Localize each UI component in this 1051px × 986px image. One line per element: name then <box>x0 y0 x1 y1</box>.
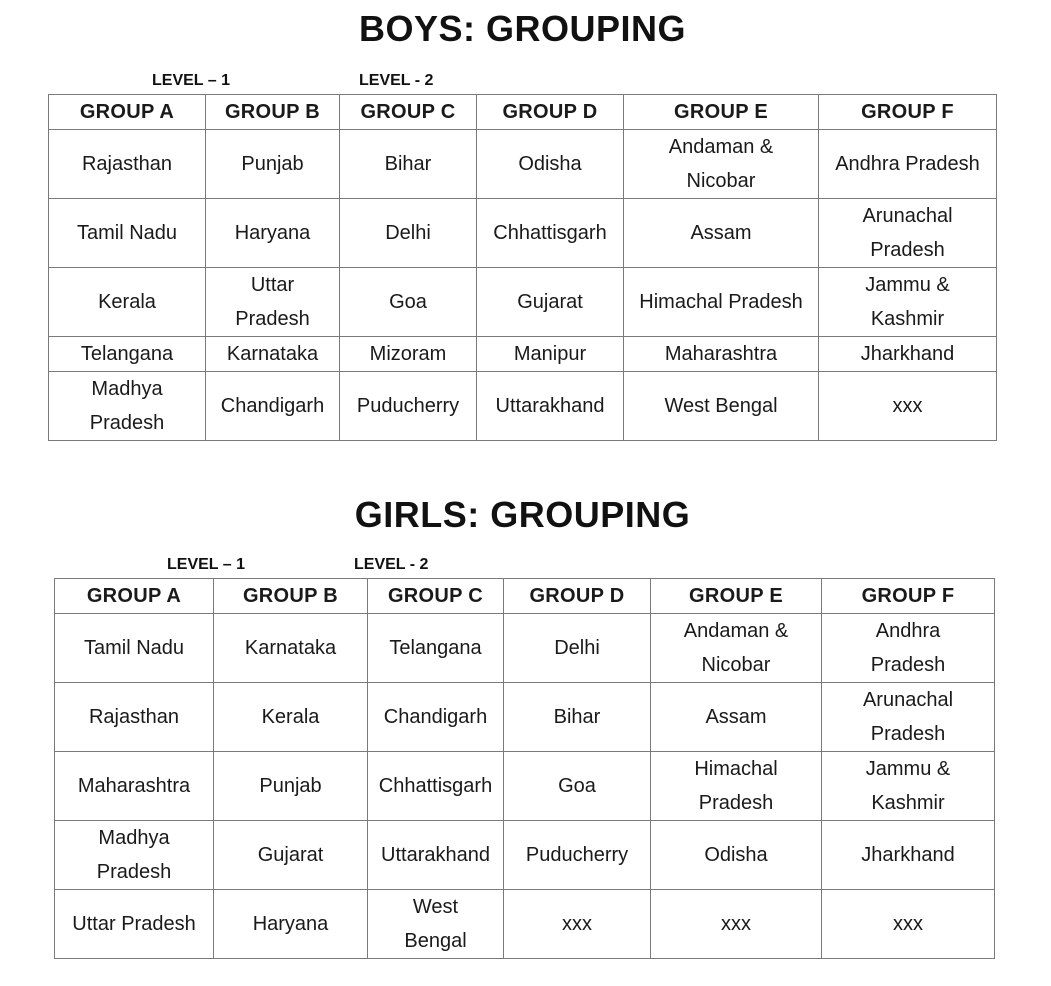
table-cell: Gujarat <box>214 821 368 890</box>
table-cell: Tamil Nadu <box>49 199 206 268</box>
table-cell: Uttar Pradesh <box>55 890 214 959</box>
table-cell: Delhi <box>340 199 477 268</box>
table-row <box>55 683 995 752</box>
boys-header-group-e: GROUP E <box>624 95 819 130</box>
boys-header-group-b: GROUP B <box>206 95 340 130</box>
table-cell: Kerala <box>49 268 206 337</box>
table-cell: Uttar Pradesh <box>206 268 340 337</box>
table-row <box>55 752 995 821</box>
table-row <box>49 337 997 372</box>
table-cell: Telangana <box>368 614 504 683</box>
table-cell: Goa <box>340 268 477 337</box>
table-cell: Odisha <box>477 130 624 199</box>
table-cell: Himachal Pradesh <box>624 268 819 337</box>
table-cell: Maharashtra <box>624 337 819 372</box>
boys-header-group-a: GROUP A <box>49 95 206 130</box>
table-cell: Haryana <box>214 890 368 959</box>
table-cell: Madhya Pradesh <box>49 372 206 441</box>
boys-header-group-f: GROUP F <box>819 95 997 130</box>
table-cell: Bihar <box>340 130 477 199</box>
table-cell: Delhi <box>504 614 651 683</box>
girls-level-1-label: LEVEL – 1 <box>167 556 245 573</box>
table-cell: Tamil Nadu <box>55 614 214 683</box>
table-cell: Maharashtra <box>55 752 214 821</box>
table-cell: Chandigarh <box>368 683 504 752</box>
table-cell: Telangana <box>49 337 206 372</box>
table-row <box>49 268 997 337</box>
table-cell: Arunachal Pradesh <box>822 683 995 752</box>
table-cell: xxx <box>819 372 997 441</box>
table-cell: Jharkhand <box>819 337 997 372</box>
boys-header-group-d: GROUP D <box>477 95 624 130</box>
table-row <box>55 890 995 959</box>
girls-grouping-title: GIRLS: GROUPING <box>354 494 691 535</box>
table-cell: Haryana <box>206 199 340 268</box>
boys-grouping-table <box>48 94 997 441</box>
table-cell: West Bengal <box>624 372 819 441</box>
table-cell: Puducherry <box>340 372 477 441</box>
girls-level-2-label: LEVEL - 2 <box>354 556 429 573</box>
boys-level-2-label: LEVEL - 2 <box>359 72 434 89</box>
table-cell: Arunachal Pradesh <box>819 199 997 268</box>
table-row <box>49 372 997 441</box>
table-cell: Assam <box>651 683 822 752</box>
table-cell: Goa <box>504 752 651 821</box>
table-cell: Puducherry <box>504 821 651 890</box>
table-cell: Punjab <box>206 130 340 199</box>
table-cell: xxx <box>651 890 822 959</box>
table-cell: Uttarakhand <box>477 372 624 441</box>
girls-grouping-table <box>54 578 995 959</box>
table-cell: Jammu & Kashmir <box>819 268 997 337</box>
table-cell: xxx <box>504 890 651 959</box>
table-cell: Chhattisgarh <box>477 199 624 268</box>
table-cell: Kerala <box>214 683 368 752</box>
girls-header-group-b: GROUP B <box>214 579 368 614</box>
table-cell: Karnataka <box>214 614 368 683</box>
table-cell: Rajasthan <box>55 683 214 752</box>
table-cell: Chandigarh <box>206 372 340 441</box>
table-cell: Andhra Pradesh <box>822 614 995 683</box>
table-cell: Mizoram <box>340 337 477 372</box>
girls-header-group-a: GROUP A <box>55 579 214 614</box>
table-cell: xxx <box>822 890 995 959</box>
table-cell: Bihar <box>504 683 651 752</box>
table-cell: Rajasthan <box>49 130 206 199</box>
table-cell: Manipur <box>477 337 624 372</box>
boys-grouping-title: BOYS: GROUPING <box>358 8 687 49</box>
table-cell: Chhattisgarh <box>368 752 504 821</box>
table-cell: Gujarat <box>477 268 624 337</box>
boys-header-group-c: GROUP C <box>340 95 477 130</box>
table-cell: Andhra Pradesh <box>819 130 997 199</box>
table-cell: Madhya Pradesh <box>55 821 214 890</box>
table-cell: Assam <box>624 199 819 268</box>
girls-header-group-d: GROUP D <box>504 579 651 614</box>
table-row <box>49 130 997 199</box>
table-row <box>55 614 995 683</box>
girls-header-group-f: GROUP F <box>822 579 995 614</box>
table-cell: Himachal Pradesh <box>651 752 822 821</box>
girls-header-group-e: GROUP E <box>651 579 822 614</box>
table-cell: Jharkhand <box>822 821 995 890</box>
table-cell: Andaman & Nicobar <box>624 130 819 199</box>
table-cell: Odisha <box>651 821 822 890</box>
boys-level-1-label: LEVEL – 1 <box>152 72 230 89</box>
table-row <box>49 199 997 268</box>
table-cell: Andaman & Nicobar <box>651 614 822 683</box>
table-cell: Uttarakhand <box>368 821 504 890</box>
table-cell: Karnataka <box>206 337 340 372</box>
table-row <box>55 821 995 890</box>
table-cell: West Bengal <box>368 890 504 959</box>
table-cell: Punjab <box>214 752 368 821</box>
girls-header-group-c: GROUP C <box>368 579 504 614</box>
table-cell: Jammu & Kashmir <box>822 752 995 821</box>
